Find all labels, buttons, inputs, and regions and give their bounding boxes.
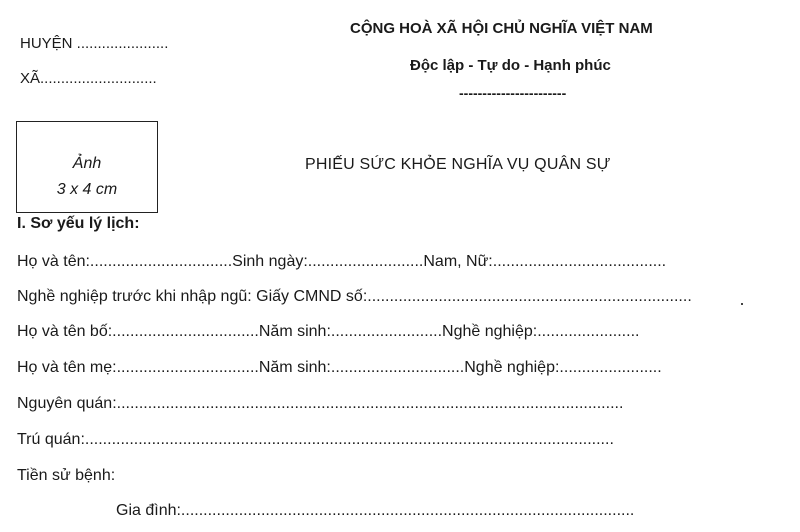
line-full-name: Họ và tên:................................Sinh ngày:..........................Nam, Nữ:....................................... bbox=[17, 253, 667, 270]
commune-field: XÃ............................ bbox=[20, 70, 157, 87]
line-family: Gia đình:...................................................................................................... bbox=[116, 502, 635, 519]
district-field: HUYỆN ...................... bbox=[20, 35, 169, 52]
line-hometown: Nguyên quán:.................................................................................................................. bbox=[17, 395, 624, 412]
photo-label: Ảnh bbox=[72, 155, 102, 172]
line-mother: Họ và tên mẹ:................................Năm sinh:..............................Nghề nghiệp:....................... bbox=[17, 359, 662, 376]
photo-size: 3 x 4 cm bbox=[56, 181, 118, 198]
nation-title: CỘNG HOÀ XÃ HỘI CHỦ NGHĨA VIỆT NAM bbox=[350, 20, 653, 37]
line-medical-history: Tiền sử bệnh: bbox=[17, 467, 116, 484]
line-occupation: Nghề nghiệp trước khi nhập ngũ: Giấy CMND số:......................................................................... bbox=[17, 288, 692, 305]
line-residence: Trú quán:....................................................................................................................... bbox=[17, 431, 614, 448]
line-father: Họ và tên bố:.................................Năm sinh:.........................Nghề nghiệp:....................... bbox=[17, 323, 640, 340]
stray-dot bbox=[741, 303, 743, 305]
header-divider: ----------------------- bbox=[459, 85, 567, 101]
photo-box bbox=[16, 121, 158, 213]
nation-motto: Độc lập - Tự do - Hạnh phúc bbox=[410, 57, 611, 74]
form-title: PHIẾU SỨC KHỎE NGHĨA VỤ QUÂN SỰ bbox=[305, 156, 611, 173]
section-title: I. Sơ yếu lý lịch: bbox=[17, 215, 140, 232]
